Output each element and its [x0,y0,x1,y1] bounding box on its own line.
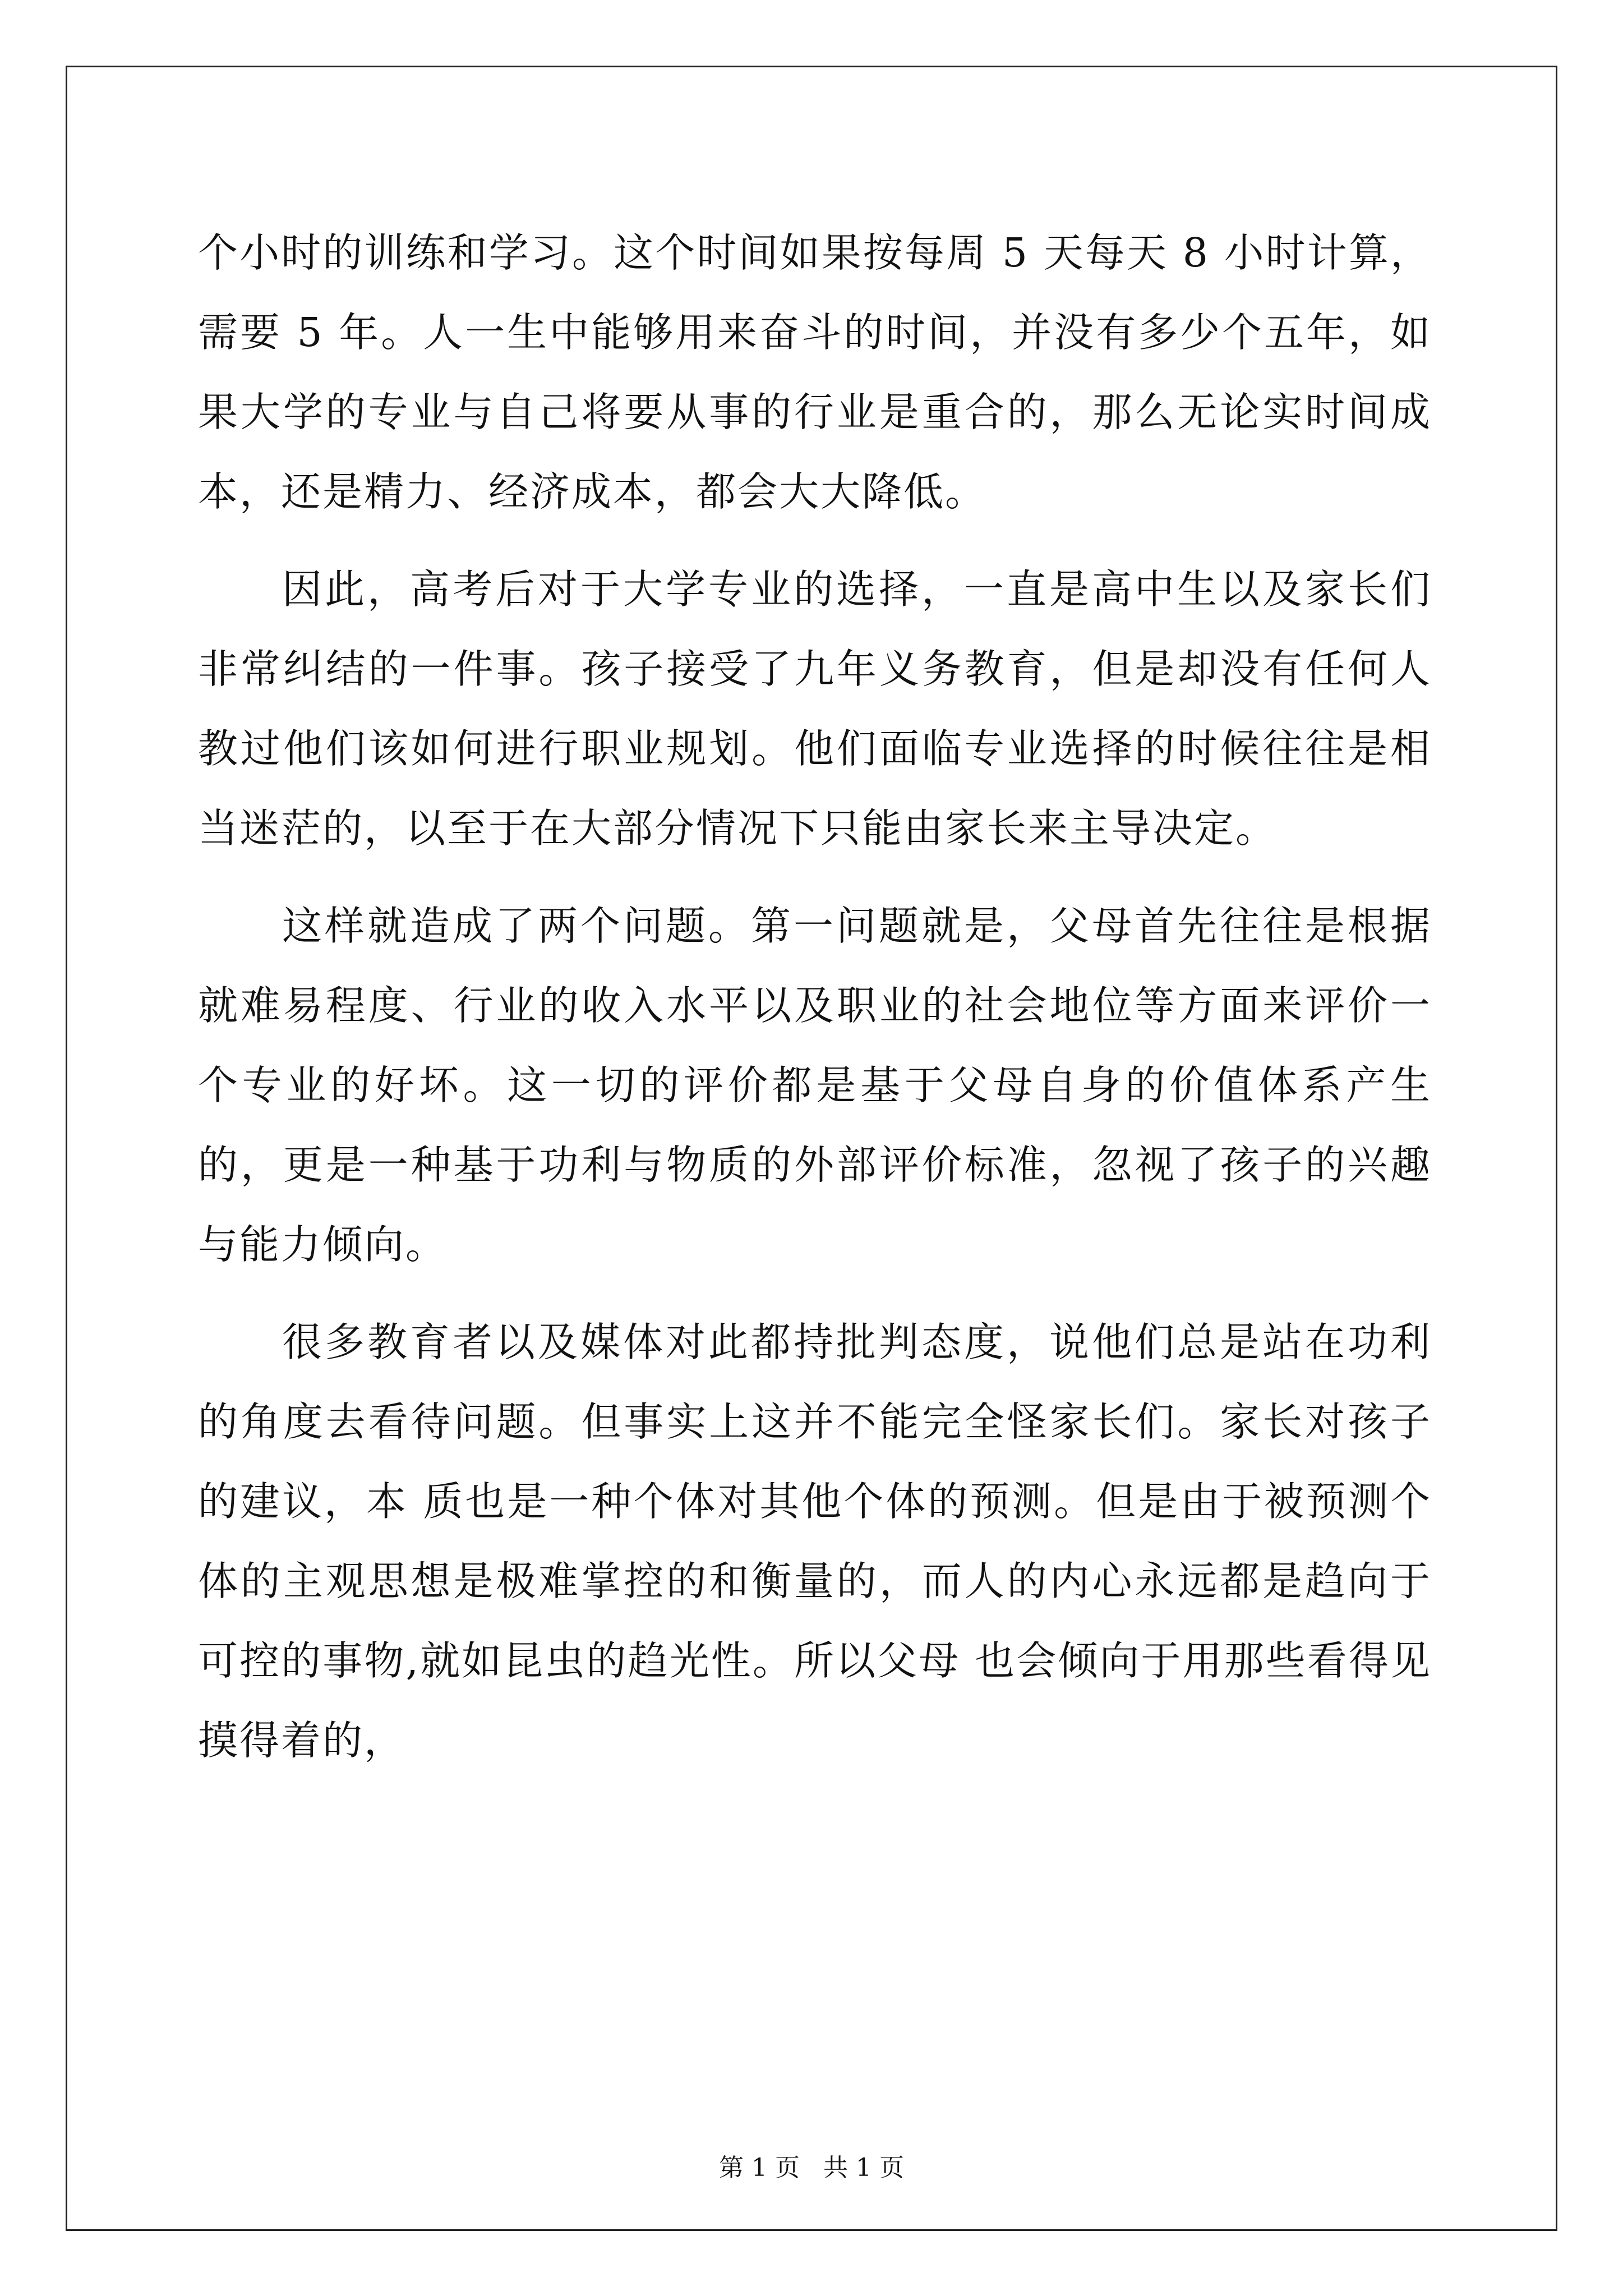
page-number: 第 1 页 [719,2154,800,2182]
paragraph-4: 很多教育者以及媒体对此都持批判态度，说他们总是站在功利的角度去看待问题。但事实上这并不能完全怪家长们。家长对孩子的建议，本 质也是一种个体对其他个体的预测。但是由于被预测个体的主观思想是极难掌控的和衡量的，而人的内心永远都是趋向于可控的事物,就如昆虫的趋光性。所以父母 也会倾向于用那些看得见摸得着的， [198,1319,1432,1764]
document-body [198,213,1432,1798]
page-total: 共 1 页 [823,2154,904,2182]
page-footer [0,2151,1623,2185]
paragraph-3: 这样就造成了两个问题。第一问题就是，父母首先往往是根据就难易程度、行业的收入水平以及职业的社会地位等方面来评价一个专业的好坏。这一切的评价都是基于父母自身的价值体系产生的，更是一种基于功利与物质的外部评价标准，忽视了孩子的兴趣与能力倾向。 [198,903,1432,1268]
paragraph-2: 因此，高考后对于大学专业的选择，一直是高中生以及家长们非常纠结的一件事。孩子接受了九年义务教育，但是却没有任何人教过他们该如何进行职业规划。他们面临专业选择的时候往往是相当迷茫的，以至于在大部分情况下只能由家长来主导决定。 [198,566,1432,852]
paragraph-1: 个小时的训练和学习。这个时间如果按每周 5 天每天 8 小时计算，需要 5 年。人一生中能够用来奋斗的时间，并没有多少个五年，如果大学的专业与自己将要从事的行业是重合的，那么无论实时间成本，还是精力、经济成本，都会大大降低。 [198,229,1432,515]
